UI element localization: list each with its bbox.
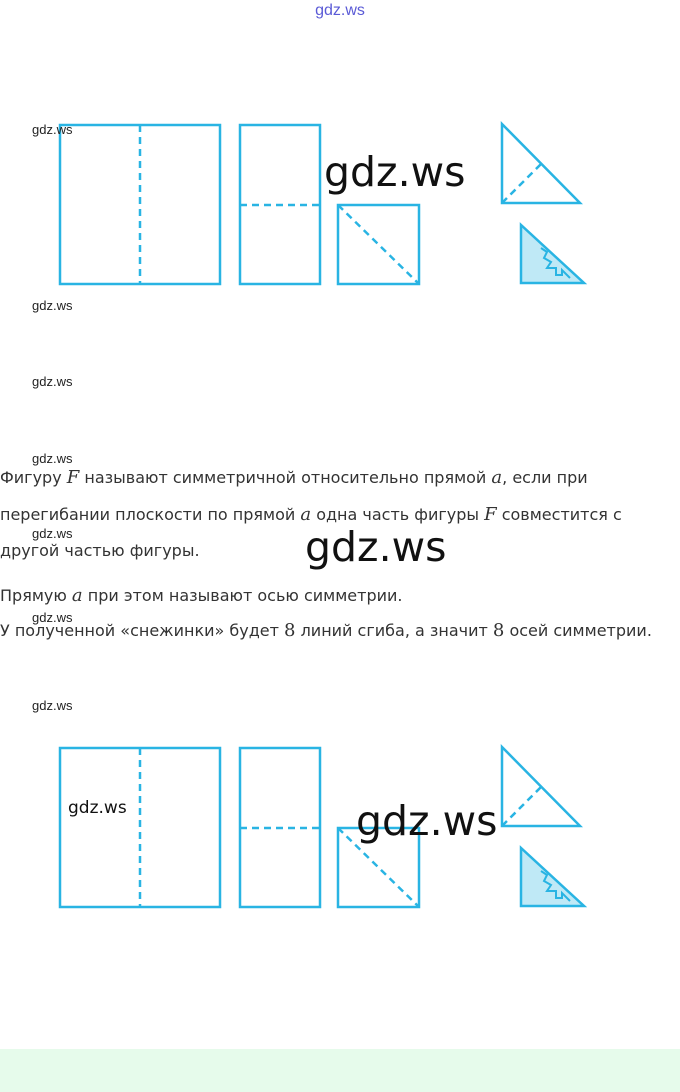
watermark-small[interactable]: gdz.ws <box>32 374 73 389</box>
definition-line-1 <box>0 468 588 488</box>
text: одна часть фигуры <box>311 505 485 524</box>
triangle-fold-line <box>502 787 541 826</box>
watermark-small[interactable]: gdz.ws <box>32 122 73 137</box>
count-8: 8 <box>492 620 505 641</box>
snowflake-sentence <box>0 621 652 641</box>
watermark-small[interactable]: gdz.ws <box>32 526 73 541</box>
triangle-fold-line <box>502 164 541 203</box>
text: называют симметричной относительно прямой <box>79 468 492 487</box>
definition-line-3: другой частью фигуры. <box>0 541 200 560</box>
axis-sentence <box>0 586 403 606</box>
variable-a: a <box>71 585 83 606</box>
variable-a: a <box>300 504 312 525</box>
folding-figures-top <box>0 110 680 300</box>
watermark-small[interactable]: gdz.ws <box>32 610 73 625</box>
cut-triangle <box>521 225 584 283</box>
watermark-large[interactable]: gdz.ws <box>324 148 466 196</box>
variable-a: a <box>491 467 503 488</box>
text: Фигуру <box>0 468 67 487</box>
watermark-small[interactable]: gdz.ws <box>32 451 73 466</box>
text: совместится с <box>496 505 622 524</box>
watermark-medium[interactable]: gdz.ws <box>68 798 127 818</box>
count-8: 8 <box>284 620 296 641</box>
text: Прямую <box>0 586 72 605</box>
text: при этом называют осью симметрии. <box>82 586 403 605</box>
watermark-small[interactable]: gdz.ws <box>32 298 73 313</box>
variable-F: F <box>484 504 497 525</box>
text: линий сгиба, а значит <box>295 621 493 640</box>
top-watermark[interactable]: gdz.ws <box>315 2 365 19</box>
text: перегибании плоскости по прямой <box>0 505 301 524</box>
watermark-large[interactable]: gdz.ws <box>356 797 498 845</box>
cut-triangle <box>521 848 584 906</box>
variable-F: F <box>66 467 80 488</box>
watermark-small[interactable]: gdz.ws <box>32 698 73 713</box>
diagonal-fold-line <box>338 205 419 284</box>
footer-band <box>0 1049 680 1092</box>
text: осей симметрии. <box>504 621 652 640</box>
text: У полученной «снежинки» будет <box>0 621 285 640</box>
watermark-large[interactable]: gdz.ws <box>305 523 447 571</box>
folding-figures-bottom <box>0 733 680 923</box>
text: , если при <box>502 468 588 487</box>
definition-line-2 <box>0 505 622 525</box>
